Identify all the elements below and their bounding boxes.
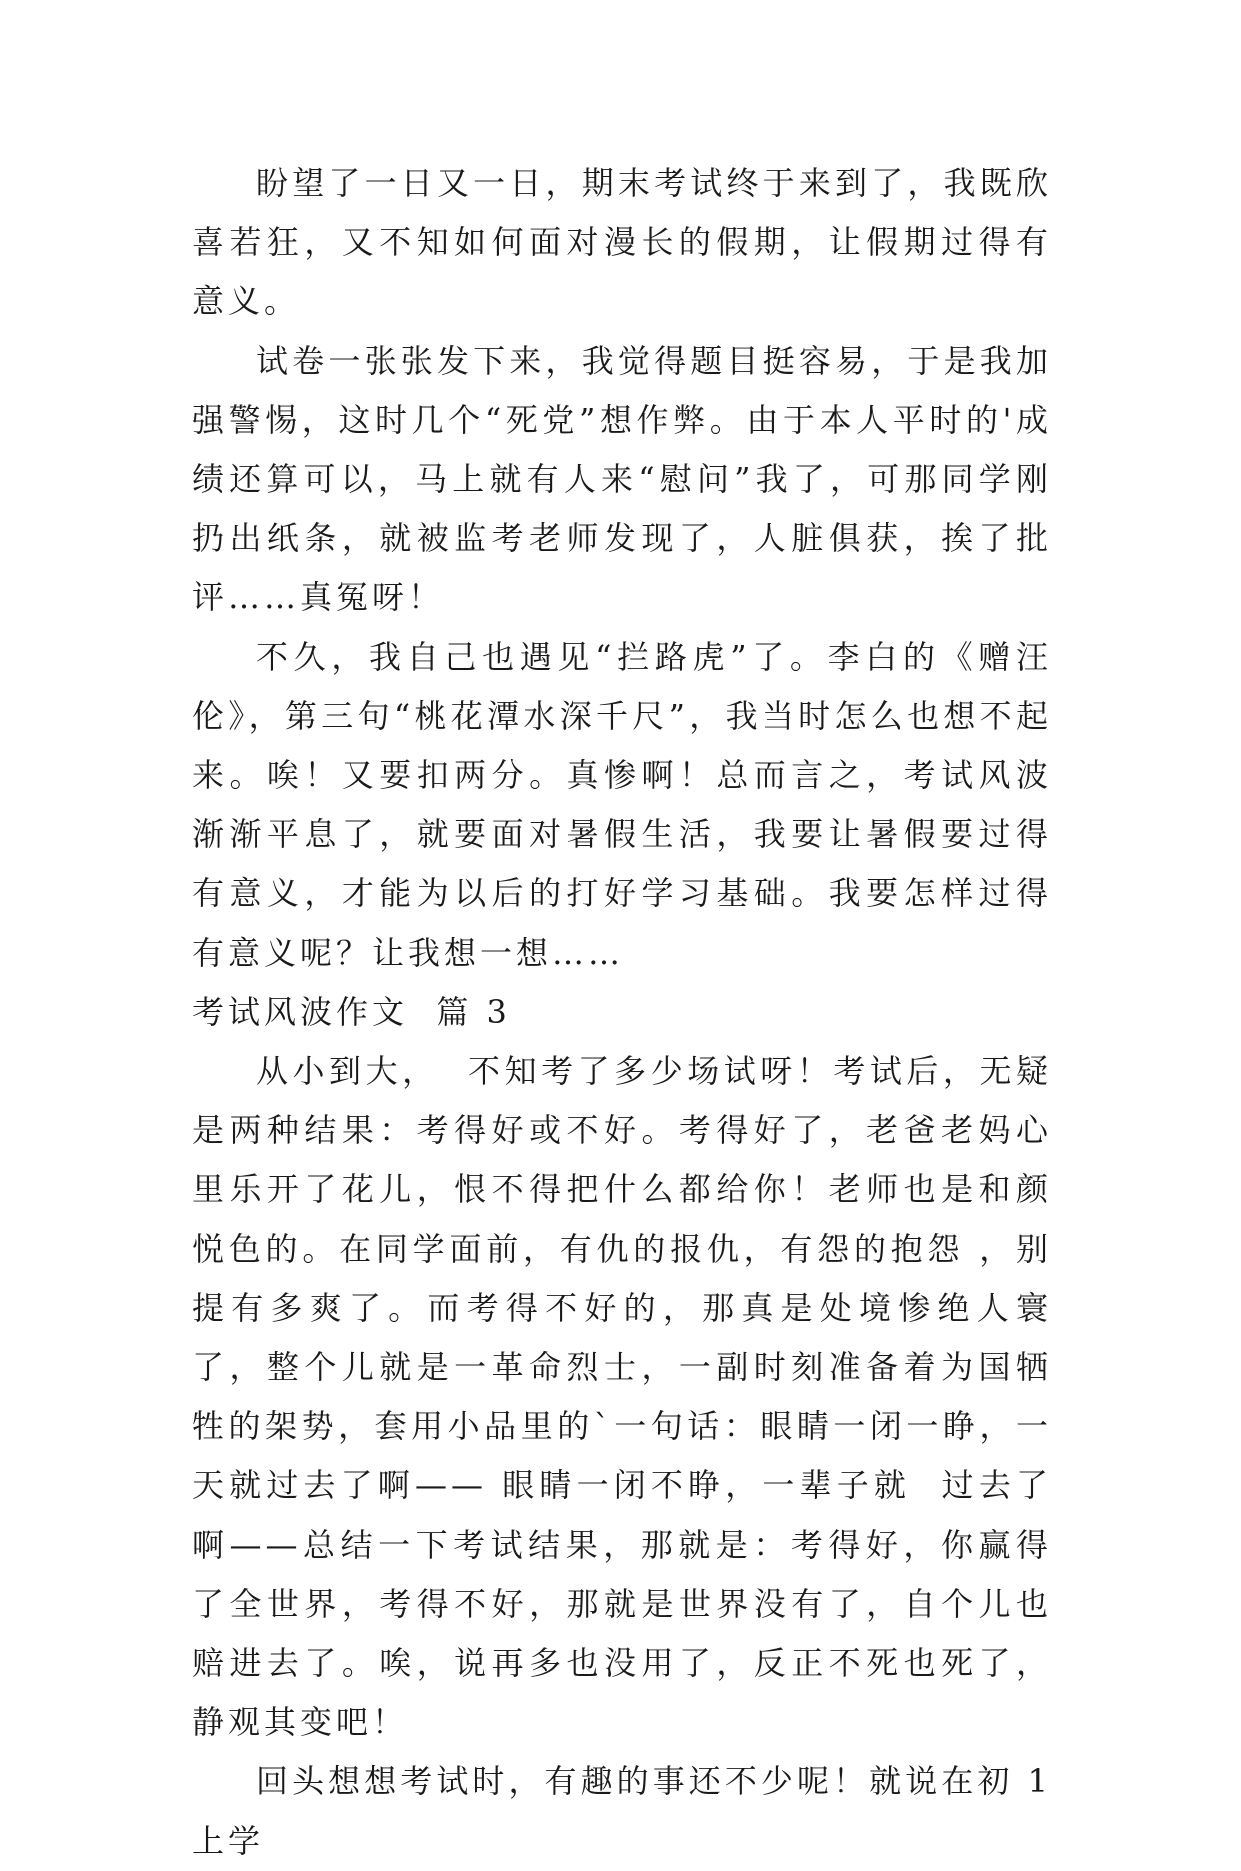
paragraph: 回头想想考试时，有趣的事还不少呢！就说在初 1 上学: [192, 1762, 1067, 1860]
document-page: [192, 154, 1067, 1871]
section-heading: 考试风波作文 篇 3: [192, 992, 511, 1031]
paragraph: 盼望了一日又一日，期末考试终于来到了，我既欣喜若狂，又不知如何面对漫长的假期，让假期过得有意义。: [192, 164, 1052, 321]
paragraph: 试卷一张张发下来，我觉得题目挺容易，于是我加强警惕，这时几个“死党”想作弊。由于本人平时的'成绩还算可以，马上就有人来“慰问”我了，可那同学刚扔出纸条，就被监考老师发现了，人脏俱获，挨了批评……真冤呀！: [192, 341, 1052, 617]
paragraph: 不久，我自己也遇见“拦路虎”了。李白的《赠汪伦》，第三句“桃花潭水深千尺”，我当时怎么也想不起来。唉！又要扣两分。真惨啊！总而言之，考试风波渐渐平息了，就要面对暑假生活，我要让暑假要过得有意义，才能为以后的打好学习基础。我要怎样过得有意义呢？让我想一想……: [192, 637, 1052, 972]
paragraph: 从小到大， 不知考了多少场试呀！考试后，无疑是两种结果：考得好或不好。考得好了，老爸老妈心里乐开了花儿，恨不得把什么都给你！老师也是和颜悦色的。在同学面前，有仇的报仇，有怨的抱怨 ，别提有多爽了。而考得不好的，那真是处境惨绝人寰了，整个儿就是一革命烈士，一副时刻准备着为国牺牲的架势，套用小品里的`一句话：眼睛一闭一睁，一天就过去了啊—— 眼睛一闭不睁，一辈子就 过去了啊——总结一下考试结果，那就是：考得好，你赢得了全世界，考得不好，那就是世界没有了，自个儿也赔进去了。唉，说再多也没用了，反正不死也死了，静观其变吧！: [192, 1052, 1052, 1742]
